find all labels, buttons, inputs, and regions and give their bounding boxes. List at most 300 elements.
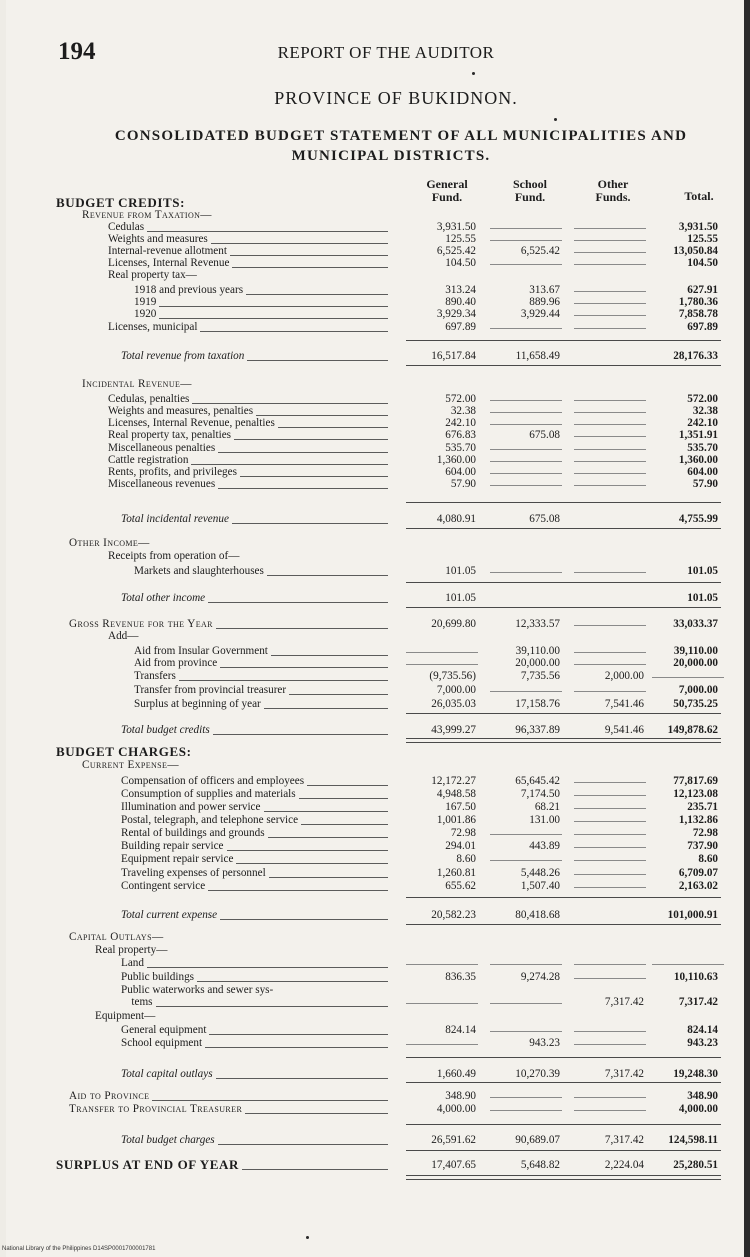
empty-cell-dash (574, 264, 646, 265)
empty-cell-dash (574, 400, 646, 401)
school-fund-value: 65,645.42 (515, 775, 560, 787)
empty-cell-dash (574, 315, 646, 316)
total-value: 2,163.02 (678, 880, 718, 892)
empty-cell-dash (406, 652, 478, 653)
row-label: Aid to Province (69, 1090, 150, 1102)
row-label: Revenue from Taxation— (82, 209, 212, 221)
total-value: 50,735.25 (673, 698, 718, 710)
row-label: Total revenue from taxation (121, 350, 245, 362)
empty-cell-dash (574, 964, 646, 965)
total-value: 19,248.30 (673, 1068, 718, 1080)
row-label: Capital Outlays— (69, 931, 164, 943)
empty-cell-dash (490, 485, 562, 486)
dot-leader (220, 667, 388, 668)
general-fund-value: 348.90 (445, 1090, 476, 1102)
other-funds-value: 7,541.46 (604, 698, 644, 710)
total-value: 348.90 (687, 1090, 718, 1102)
row-label: Building repair service (121, 840, 224, 852)
table-row (6, 591, 750, 605)
school-fund-value: 675.08 (529, 429, 560, 441)
row-label: Incidental Revenue— (82, 378, 192, 390)
total-value: 1,351.91 (678, 429, 718, 441)
row-label: Surplus at beginning of year (134, 698, 261, 710)
school-fund-value: 7,174.50 (520, 788, 560, 800)
dot-leader (289, 694, 388, 695)
empty-cell-dash (490, 1031, 562, 1032)
row-label: Aid from province (134, 657, 218, 669)
empty-cell-dash (574, 664, 646, 665)
general-fund-value: 26,591.62 (431, 1134, 476, 1146)
general-fund-value: 655.62 (445, 880, 476, 892)
dot-leader (245, 1113, 388, 1114)
province-title: PROVINCE OF BUKIDNON. (274, 88, 518, 108)
school-fund-value: 9,274.28 (520, 971, 560, 983)
school-fund-value: 675.08 (529, 513, 560, 525)
total-value: 104.50 (687, 257, 718, 269)
table-row (6, 745, 750, 759)
row-label: Gross Revenue for the Year (69, 618, 213, 630)
table-row (6, 1067, 750, 1081)
school-fund-value: 90,689.07 (515, 1134, 560, 1146)
general-fund-value: 604.00 (445, 466, 476, 478)
row-label: Licenses, Internal Revenue, penalties (108, 417, 275, 429)
general-fund-value: 16,517.84 (431, 350, 476, 362)
general-fund-value: 242.10 (445, 417, 476, 429)
general-fund-value: 17,407.65 (431, 1159, 476, 1171)
table-row (6, 1158, 750, 1172)
general-fund-value: 1,001.86 (436, 814, 476, 826)
table-row (6, 943, 750, 957)
table-row (6, 866, 750, 880)
empty-cell-dash (574, 328, 646, 329)
row-label: Miscellaneous penalties (108, 442, 216, 454)
other-funds-value: 2,224.04 (604, 1159, 644, 1171)
row-label: Total budget charges (121, 1134, 215, 1146)
total-value: 1,780.36 (678, 296, 718, 308)
printer-mark (306, 1236, 309, 1239)
table-row (6, 908, 750, 922)
dot-leader (156, 1006, 388, 1007)
school-fund-value: 443.89 (529, 840, 560, 852)
general-fund-value: 26,035.03 (431, 698, 476, 710)
empty-cell-dash (490, 424, 562, 425)
table-row (6, 879, 750, 893)
row-label: Real property tax— (108, 269, 197, 281)
empty-cell-dash (490, 964, 562, 965)
statement-title-line-2: MUNICIPAL DISTRICTS. (291, 148, 491, 164)
row-label: Consumption of supplies and materials (121, 788, 296, 800)
total-value: 101,000.91 (667, 909, 718, 921)
dot-leader (227, 850, 388, 851)
empty-cell-dash (574, 887, 646, 888)
general-fund-value: 4,000.00 (436, 1103, 476, 1115)
empty-cell-dash (574, 978, 646, 979)
row-label: Weights and measures, penalties (108, 405, 254, 417)
general-fund-value: 824.14 (445, 1024, 476, 1036)
table-row (6, 1036, 750, 1050)
empty-cell-dash (490, 412, 562, 413)
table-row (6, 697, 750, 711)
empty-cell-dash (406, 964, 478, 965)
total-value: 824.14 (687, 1024, 718, 1036)
empty-cell-dash (574, 303, 646, 304)
dot-leader (232, 523, 388, 524)
dot-leader (218, 1144, 388, 1145)
dot-leader (307, 785, 388, 786)
total-value: 7,000.00 (678, 684, 718, 696)
dot-leader (236, 863, 388, 864)
total-value: 101.05 (687, 565, 718, 577)
empty-cell-dash (490, 449, 562, 450)
other-funds-value: 2,000.00 (604, 670, 644, 682)
general-fund-value: 104.50 (445, 257, 476, 269)
school-fund-value: 12,333.57 (515, 618, 560, 630)
table-row (6, 549, 750, 563)
total-value: 6,709.07 (678, 867, 718, 879)
general-fund-value: (9,735.56) (429, 670, 476, 682)
total-value: 3,931.50 (678, 221, 718, 233)
empty-cell-dash (406, 1003, 478, 1004)
dot-leader (152, 1100, 388, 1101)
empty-cell-dash (490, 228, 562, 229)
book-binding-edge (744, 0, 750, 1257)
total-value: 943.23 (687, 1037, 718, 1049)
dot-leader (213, 734, 388, 735)
row-label: Public buildings (121, 971, 195, 983)
total-value: 39,110.00 (673, 645, 718, 657)
empty-cell-dash (574, 485, 646, 486)
page-number: 194 (58, 38, 96, 65)
row-label: SURPLUS AT END OF YEAR (56, 1157, 239, 1172)
subtotal-rule (406, 713, 721, 714)
subtotal-rule (406, 1082, 721, 1083)
column-header-other-funds: Other Funds. (595, 177, 631, 204)
table-row (6, 564, 750, 578)
subtotal-rule (406, 924, 721, 925)
table-row (6, 758, 750, 772)
general-fund-value: 20,582.23 (431, 909, 476, 921)
total-value: 737.90 (687, 840, 718, 852)
empty-cell-dash (490, 1110, 562, 1111)
subtotal-rule (406, 582, 721, 583)
total-value: 604.00 (687, 466, 718, 478)
general-fund-value: 32.38 (450, 405, 476, 417)
dot-leader (205, 1047, 388, 1048)
empty-cell-dash (574, 860, 646, 861)
total-value: 72.98 (692, 827, 718, 839)
table-row (6, 995, 750, 1009)
empty-cell-dash (574, 461, 646, 462)
row-label: BUDGET CREDITS: (56, 195, 186, 210)
row-label: Miscellaneous revenues (108, 478, 216, 490)
table-row (6, 656, 750, 670)
empty-cell-dash (574, 252, 646, 253)
row-label: Compensation of officers and employees (121, 775, 305, 787)
other-funds-value: 7,317.42 (604, 1068, 644, 1080)
empty-cell-dash (574, 572, 646, 573)
school-fund-value: 5,648.82 (520, 1159, 560, 1171)
column-header-school-fund: School Fund. (512, 177, 547, 204)
table-row (6, 669, 750, 683)
dot-leader (242, 1169, 388, 1170)
general-fund-value: 1,260.81 (436, 867, 476, 879)
total-value: 1,360.00 (678, 454, 718, 466)
row-label: Internal-revenue allotment (108, 245, 227, 257)
school-fund-value: 1,507.40 (520, 880, 560, 892)
row-label: Aid from Insular Government (134, 645, 268, 657)
empty-cell-dash (574, 782, 646, 783)
empty-cell-dash (652, 677, 724, 678)
general-fund-value: 572.00 (445, 393, 476, 405)
general-fund-value: 890.40 (445, 296, 476, 308)
row-label: Cedulas (108, 221, 145, 233)
total-value: 1,132.86 (678, 814, 718, 826)
row-label: Real property— (95, 944, 168, 956)
row-label: Licenses, municipal (108, 321, 198, 333)
empty-cell-dash (490, 400, 562, 401)
row-label: General equipment (121, 1024, 207, 1036)
empty-cell-dash (574, 625, 646, 626)
dot-leader (247, 360, 388, 361)
row-label: Transfer from provincial treasurer (134, 684, 287, 696)
empty-cell-dash (574, 436, 646, 437)
row-label: Rental of buildings and grounds (121, 827, 265, 839)
subtotal-rule (406, 340, 721, 341)
general-fund-value: 1,360.00 (436, 454, 476, 466)
empty-cell-dash (652, 964, 724, 965)
dot-leader (209, 1034, 388, 1035)
table-row (6, 349, 750, 363)
empty-cell-dash (574, 1097, 646, 1098)
dot-leader (269, 877, 388, 878)
other-funds-value: 7,317.42 (604, 1134, 644, 1146)
subtotal-rule (406, 607, 721, 608)
subtotal-rule (406, 528, 721, 529)
total-value: 572.00 (687, 393, 718, 405)
row-label: Rents, profits, and privileges (108, 466, 237, 478)
school-fund-value: 6,525.42 (520, 245, 560, 257)
row-label: Cedulas, penalties (108, 393, 190, 405)
table-row (6, 774, 750, 788)
general-fund-value: 676.83 (445, 429, 476, 441)
school-fund-value: 11,658.49 (515, 350, 560, 362)
row-label: School equipment (121, 1037, 203, 1049)
row-label: Current Expense— (82, 759, 179, 771)
empty-cell-dash (490, 328, 562, 329)
total-value: 125.55 (687, 233, 718, 245)
total-value: 627.91 (687, 284, 718, 296)
empty-cell-dash (574, 1044, 646, 1045)
dot-leader (264, 811, 389, 812)
row-label: Other Income— (69, 537, 150, 549)
school-fund-value: 80,418.68 (515, 909, 560, 921)
general-fund-value: 294.01 (445, 840, 476, 852)
general-fund-value: 12,172.27 (431, 775, 476, 787)
school-fund-value: 96,337.89 (515, 724, 560, 736)
row-label: Equipment— (95, 1010, 156, 1022)
general-fund-value: 101.05 (445, 592, 476, 604)
other-funds-value: 9,541.46 (604, 724, 644, 736)
empty-cell-dash (490, 473, 562, 474)
subtotal-rule (406, 1057, 721, 1058)
total-value: 242.10 (687, 417, 718, 429)
dot-leader (179, 680, 388, 681)
empty-cell-dash (574, 291, 646, 292)
empty-cell-dash (574, 874, 646, 875)
total-value: 4,755.99 (678, 513, 718, 525)
table-row (6, 930, 750, 944)
row-label: Total budget credits (121, 724, 210, 736)
school-fund-value: 7,735.56 (520, 670, 560, 682)
row-label: Total capital outlays (121, 1068, 213, 1080)
row-label: Add— (108, 630, 139, 642)
row-label: Licenses, Internal Revenue (108, 257, 230, 269)
empty-cell-dash (574, 795, 646, 796)
dot-leader (208, 890, 388, 891)
table-row (6, 852, 750, 866)
table-row (6, 826, 750, 840)
general-fund-value: 836.35 (445, 971, 476, 983)
row-label: Transfer to Provincial Treasurer (69, 1103, 243, 1115)
total-value: 124,598.11 (668, 1134, 718, 1146)
table-row (6, 970, 750, 984)
empty-cell-dash (490, 1097, 562, 1098)
dot-leader (208, 602, 388, 603)
row-label: Total current expense (121, 909, 218, 921)
statement-title-line-1: CONSOLIDATED BUDGET STATEMENT OF ALL MUNICIPALITIES AND (114, 128, 688, 144)
school-fund-value: 20,000.00 (515, 657, 560, 669)
row-label: Transfers (134, 670, 176, 682)
table-row (6, 813, 750, 827)
empty-cell-dash (574, 449, 646, 450)
empty-cell-dash (574, 691, 646, 692)
column-header-general-fund: General Fund. (426, 177, 468, 204)
row-label: 1918 and previous years (134, 284, 244, 296)
subtotal-rule (406, 365, 721, 366)
empty-cell-dash (574, 1031, 646, 1032)
empty-cell-dash (574, 847, 646, 848)
total-value: 535.70 (687, 442, 718, 454)
table-row (6, 268, 750, 282)
school-fund-value: 17,158.76 (515, 698, 560, 710)
total-value: 697.89 (687, 321, 718, 333)
subtotal-rule (406, 502, 721, 503)
running-header (6, 38, 750, 68)
general-fund-value: 20,699.80 (431, 618, 476, 630)
row-label: Cattle registration (108, 454, 189, 466)
row-label: Total incidental revenue (121, 513, 229, 525)
empty-cell-dash (574, 821, 646, 822)
dot-leader (267, 575, 388, 576)
table-row (6, 1009, 750, 1023)
table-row (6, 477, 750, 491)
total-value: 101.05 (687, 592, 718, 604)
dot-leader (264, 708, 388, 709)
total-value: 57.90 (692, 478, 718, 490)
empty-cell-dash (490, 1003, 562, 1004)
table-row (6, 536, 750, 550)
school-fund-value: 68.21 (534, 801, 560, 813)
general-fund-value: 697.89 (445, 321, 476, 333)
dot-leader (200, 331, 388, 332)
school-fund-value: 10,270.39 (515, 1068, 560, 1080)
table-row (6, 1133, 750, 1147)
total-value: 12,123.08 (673, 788, 718, 800)
total-value: 7,317.42 (678, 996, 718, 1008)
total-value: 20,000.00 (673, 657, 718, 669)
total-value: 33,033.37 (673, 618, 718, 630)
total-value: 25,280.51 (673, 1159, 718, 1171)
general-fund-value: 167.50 (445, 801, 476, 813)
row-label: 1919 (134, 296, 157, 308)
table-row (6, 1089, 750, 1103)
general-fund-value: 313.24 (445, 284, 476, 296)
table-row (6, 320, 750, 334)
subtotal-rule (406, 1150, 721, 1151)
table-row (6, 787, 750, 801)
table-row (6, 1102, 750, 1116)
empty-cell-dash (574, 808, 646, 809)
empty-cell-dash (490, 834, 562, 835)
other-funds-value: 7,317.42 (604, 996, 644, 1008)
row-label: Illumination and power service (121, 801, 261, 813)
row-label: tems (131, 996, 153, 1008)
empty-cell-dash (490, 240, 562, 241)
document-page (6, 0, 744, 1257)
total-value: 4,000.00 (678, 1103, 718, 1115)
school-fund-value: 131.00 (529, 814, 560, 826)
row-label: Total other income (121, 592, 206, 604)
row-label: 1920 (134, 308, 157, 320)
general-fund-value: 4,080.91 (436, 513, 476, 525)
empty-cell-dash (490, 691, 562, 692)
empty-cell-dash (406, 1044, 478, 1045)
row-label: Land (121, 957, 144, 969)
dot-leader (147, 967, 388, 968)
total-value: 77,817.69 (673, 775, 718, 787)
empty-cell-dash (574, 652, 646, 653)
running-head: REPORT OF THE AUDITOR (277, 43, 495, 62)
empty-cell-dash (574, 473, 646, 474)
table-row (6, 1023, 750, 1037)
general-fund-value: 4,948.58 (436, 788, 476, 800)
table-row (6, 956, 750, 970)
school-fund-value: 5,448.26 (520, 867, 560, 879)
school-fund-value: 313.67 (529, 284, 560, 296)
school-fund-value: 3,929.44 (520, 308, 560, 320)
row-label: Contingent service (121, 880, 206, 892)
table-row (6, 629, 750, 643)
dot-leader (216, 1078, 388, 1079)
table-row (6, 839, 750, 853)
archive-footer: National Library of the Philippines D14SP0001700001781 (2, 1246, 156, 1252)
empty-cell-dash (574, 834, 646, 835)
empty-cell-dash (490, 264, 562, 265)
general-fund-value: 535.70 (445, 442, 476, 454)
row-label: BUDGET CHARGES: (56, 744, 192, 759)
empty-cell-dash (406, 664, 478, 665)
general-fund-value: 3,929.34 (436, 308, 476, 320)
dot-leader (159, 318, 388, 319)
school-fund-value: 943.23 (529, 1037, 560, 1049)
total-value: 149,878.62 (667, 724, 718, 736)
subtotal-rule (406, 1124, 721, 1125)
empty-cell-dash (574, 424, 646, 425)
school-fund-value: 39,110.00 (515, 645, 560, 657)
empty-cell-dash (490, 860, 562, 861)
printer-mark (554, 118, 557, 121)
dot-leader (218, 488, 388, 489)
